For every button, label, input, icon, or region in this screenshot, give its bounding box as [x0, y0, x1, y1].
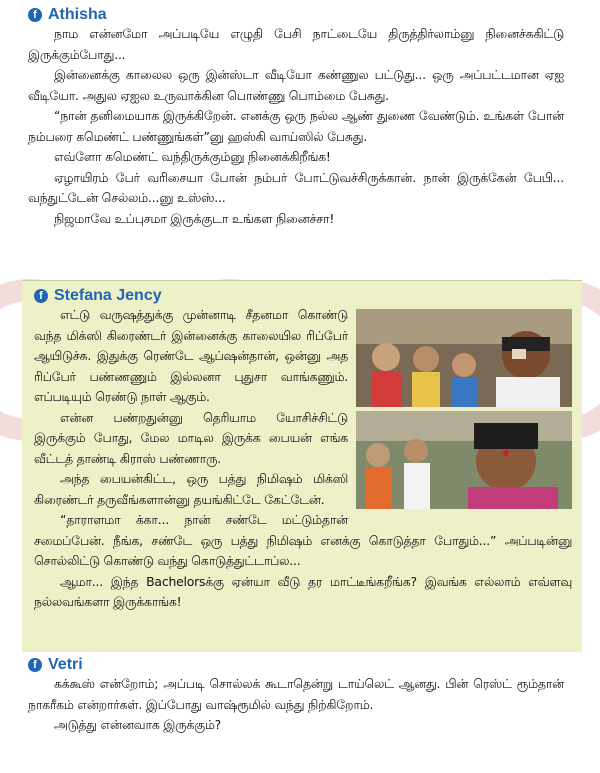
post-author[interactable] [28, 656, 564, 674]
facebook-icon: f [28, 8, 42, 22]
post-author[interactable] [34, 287, 572, 305]
photo-collage [356, 309, 572, 509]
author-name[interactable]: Athisha [48, 6, 107, 23]
post-athisha [0, 0, 600, 280]
author-name[interactable]: Stefana Jency [54, 287, 162, 304]
paragraph: இன்னைக்கு காலைல ஒரு இன்ஸ்டா வீடியோ கண்ணுல பட்டுது... ஒரு அப்பட்டமான ஏஐ வீடியோ. அதுல ஏஐல உருவாக்கின பொண்ணு பொம்மை பேசுது. [28, 67, 564, 103]
paragraph: “நான் தனிமையாக இருக்கிறேன். எனக்கு ஒரு நல்ல ஆண் துணை வேண்டும். உங்கள் போன் நம்பரை கமெண்ட் பண்ணுங்கள்”னு ஹஸ்கி வாய்ஸில் பேசுது. [28, 108, 564, 144]
movie-still-top [356, 309, 572, 407]
author-name[interactable]: Vetri [48, 656, 83, 673]
paragraph: ஆமா... இந்த Bachelorsக்கு ஏன்யா வீடு தர மாட்டீங்கறீங்க? இவங்க எல்லாம் எவ்ளவு நல்லவங்களா இருக்காங்க! [34, 573, 572, 609]
post-author[interactable] [28, 6, 564, 24]
paragraph: எட்டு வருஷத்துக்கு முன்னாடி சீதனமா கொண்டு வந்த மிக்ஸி கிரைண்டர் இன்னைக்கு காலையில ரிப்பேர் ஆயிடுச்சு. இதுக்கு ரெண்டே ஆப்ஷன்தான், ஒன்னு அத ரிப்பேர் பண்ணணும் இல்லனா புதுசா வாங்கணும். எப்படியும் ரெண்டு நாள் ஆகும். [34, 307, 348, 404]
paragraph: எவ்ளோ கமெண்ட் வந்திருக்கும்னு நினைக்கிறீங்க! [54, 149, 331, 164]
facebook-icon: f [34, 289, 48, 303]
paragraph: கக்கூஸ் என்றோம்; அப்படி சொல்லக் கூடாதென்று டாய்லெட் ஆனது. பின் ரெஸ்ட் ரூம்தான் நாகரீகம் என்றார்கள். இப்போது வாஷ்ரூமில் வந்து நிற்கிறோம். [28, 676, 564, 712]
post-vetri [0, 652, 600, 736]
post-stefana-jency [22, 280, 582, 652]
paragraph: அந்த பையன்கிட்ட, ஒரு பத்து நிமிஷம் மிக்ஸி கிரைண்டர் தருவீங்களான்னு தயங்கிட்டே கேட்டேன். [34, 471, 348, 507]
paragraph: என்ன பண்றதுன்னு தெரியாம யோசிச்சிட்டு இருக்கும் போது, மேல மாடில இருக்க பையன் எங்க வீட்டத் தாண்டி கிராஸ் பண்ணாரு. [34, 409, 348, 466]
paragraph: ஏழாயிரம் பேர் வரிசையா போன் நம்பர் போட்டுவச்சிருக்கான். நான் இருக்கேன் பேபி... வந்துட்டேன் செல்லம்...னு உஸ்ஸ்... [28, 169, 564, 205]
paragraph: “தாராளமா க்கா... நான் சண்டே மட்டும்தான் சமைப்பேன். நீங்க, சண்டே ஒரு பத்து நிமிஷம் எனக்கு கொடுத்தா போதும்...” அப்படின்னு சொல்லிட்டு கொண்டு வந்து கொடுத்துட்டாப்ல... [34, 512, 572, 568]
paragraph: நிஜமாவே உப்புசமா இருக்குடா உங்கள நினைச்சா! [54, 210, 335, 226]
movie-still-bottom [356, 411, 572, 509]
facebook-icon: f [28, 658, 42, 672]
paragraph: அடுத்து என்னவாக இருக்கும்? [54, 717, 222, 732]
paragraph: நாம என்னமோ அப்படியே எழுதி பேசி நாட்டையே திருத்திர்லாம்னு நினைச்சுகிட்டு இருக்கும்போது... [28, 26, 564, 62]
